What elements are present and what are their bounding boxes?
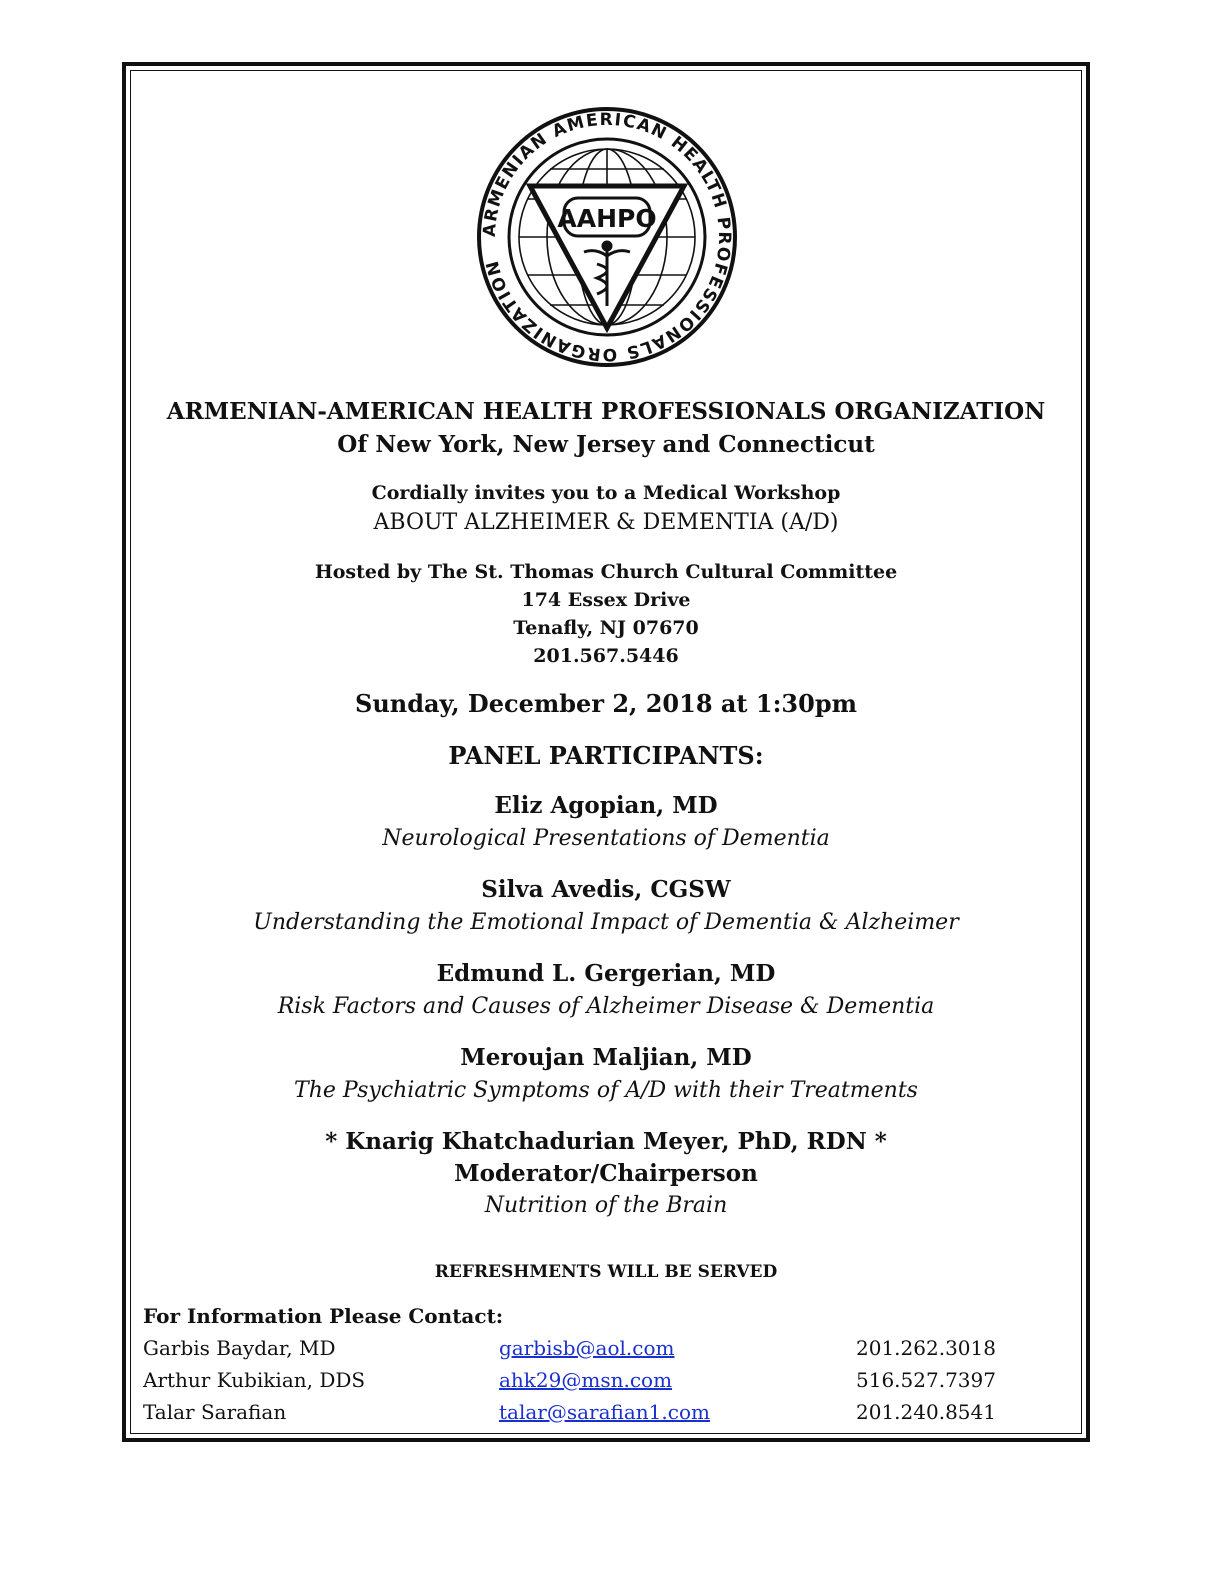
contact-name: Arthur Kubikian, DDS xyxy=(143,1368,366,1392)
workshop-topic: ABOUT ALZHEIMER & DEMENTIA (A/D) xyxy=(373,510,839,535)
contact-email-link[interactable]: garbisb@aol.com xyxy=(499,1336,675,1360)
panel-heading: PANEL PARTICIPANTS: xyxy=(448,741,764,770)
participant-topic: Neurological Presentations of Dementia xyxy=(382,826,830,851)
org-name: ARMENIAN-AMERICAN HEALTH PROFESSIONALS ORGANIZATION xyxy=(166,398,1046,425)
participant-name: Meroujan Maljian, MD xyxy=(460,1044,752,1071)
contact-row xyxy=(143,1400,1043,1430)
moderator-topic: Nutrition of the Brain xyxy=(484,1193,728,1218)
moderator-name: * Knarig Khatchadurian Meyer, PhD, RDN * xyxy=(325,1128,887,1155)
contact-phone: 201.240.8541 xyxy=(856,1400,996,1424)
participant-topic: Risk Factors and Causes of Alzheimer Disease & Dementia xyxy=(277,994,935,1019)
contact-email-link[interactable]: talar@sarafian1.com xyxy=(499,1400,710,1424)
event-date: Sunday, December 2, 2018 at 1:30pm xyxy=(354,689,858,718)
host-street: 174 Essex Drive xyxy=(521,589,691,611)
participant-topic: The Psychiatric Symptoms of A/D with their Treatments xyxy=(294,1078,918,1103)
refreshments-note: REFRESHMENTS WILL BE SERVED xyxy=(434,1262,778,1282)
contact-name: Talar Sarafian xyxy=(143,1400,287,1424)
contact-phone: 516.527.7397 xyxy=(856,1368,996,1392)
participant-name: Eliz Agopian, MD xyxy=(494,792,718,819)
contact-name: Garbis Baydar, MD xyxy=(143,1336,336,1360)
host-phone: 201.567.5446 xyxy=(533,645,679,667)
participant-name: Edmund L. Gergerian, MD xyxy=(436,960,776,987)
participant-name: Silva Avedis, CGSW xyxy=(481,876,731,903)
aahpo-logo xyxy=(476,106,738,368)
moderator-role: Moderator/Chairperson xyxy=(454,1160,758,1187)
invite-line: Cordially invites you to a Medical Workshop xyxy=(371,482,841,504)
participant-topic: Understanding the Emotional Impact of Dementia & Alzheimer xyxy=(253,910,959,935)
logo-acronym: AAHPO xyxy=(557,204,657,233)
org-region: Of New York, New Jersey and Connecticut xyxy=(337,431,875,458)
hosted-by: Hosted by The St. Thomas Church Cultural Committee xyxy=(314,561,898,583)
contact-email-link[interactable]: ahk29@msn.com xyxy=(499,1368,673,1392)
contact-phone: 201.262.3018 xyxy=(856,1336,996,1360)
contact-row xyxy=(143,1336,1043,1366)
contact-heading: For Information Please Contact: xyxy=(143,1304,504,1328)
logo-arc-text: ARMENIAN AMERICAN HEALTH PROFESSIONALS ORGANIZATION xyxy=(479,109,735,365)
contact-row xyxy=(143,1368,1043,1398)
host-city: Tenafly, NJ 07670 xyxy=(513,617,699,639)
